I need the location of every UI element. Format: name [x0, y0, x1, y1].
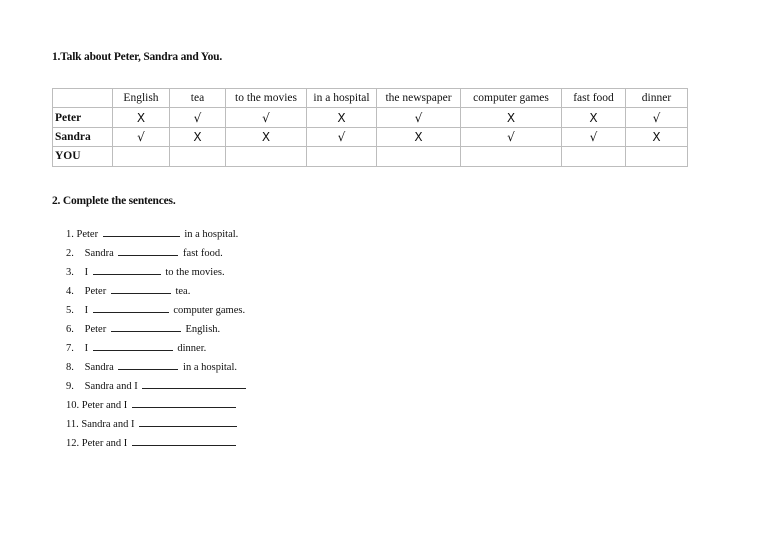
table-cell: √ [170, 108, 226, 127]
list-item [66, 264, 248, 283]
sentence-subject: I [84, 305, 89, 316]
row-name: YOU [53, 147, 113, 166]
answer-blank[interactable] [93, 340, 173, 351]
sentence-subject: Sandra [84, 362, 114, 373]
table-row [53, 127, 688, 146]
list-item [66, 340, 248, 359]
table-cell: √ [626, 108, 688, 127]
item-number: 8. [66, 362, 74, 373]
sentence-end: in a hospital. [183, 362, 237, 373]
table-cell: √ [226, 108, 307, 127]
table-cell-empty[interactable] [461, 147, 562, 166]
sentence-end: fast food. [183, 248, 223, 259]
answer-blank[interactable] [111, 283, 171, 294]
table-cell: √ [113, 127, 170, 146]
answer-blank[interactable] [93, 302, 169, 313]
column-header: English [113, 89, 170, 108]
column-header: fast food [562, 89, 626, 108]
answer-blank[interactable] [93, 264, 161, 275]
item-number: 1. [66, 229, 74, 240]
table-row [53, 108, 688, 127]
sentence-subject: Peter [76, 229, 99, 240]
item-number: 4. [66, 286, 74, 297]
item-number: 9. [66, 381, 74, 392]
table-cell: X [562, 108, 626, 127]
table-cell: √ [461, 127, 562, 146]
sentence-subject: Sandra and I [84, 381, 138, 392]
table-cell: X [170, 127, 226, 146]
list-item [66, 378, 248, 397]
list-item [66, 321, 248, 340]
table-cell: √ [377, 108, 461, 127]
sentence-end: English. [185, 324, 221, 335]
sentence-subject: Peter and I [81, 438, 128, 449]
column-header: dinner [626, 89, 688, 108]
list-item [66, 302, 248, 321]
column-header: the newspaper [377, 89, 461, 108]
table-cell: X [307, 108, 377, 127]
sentence-subject: Peter [84, 286, 107, 297]
list-item [66, 245, 248, 264]
item-number: 6. [66, 324, 74, 335]
list-item [66, 283, 248, 302]
item-number: 3. [66, 267, 74, 278]
table-cell-empty[interactable] [562, 147, 626, 166]
sentence-subject: Peter and I [81, 400, 128, 411]
table-cell-empty[interactable] [307, 147, 377, 166]
sentence-subject: I [84, 267, 89, 278]
table-cell: X [113, 108, 170, 127]
column-header [53, 89, 113, 108]
answer-blank[interactable] [103, 226, 180, 237]
section2-title: 2. Complete the sentences. [52, 195, 176, 207]
item-number: 10. [66, 400, 80, 411]
answer-blank[interactable] [132, 397, 236, 408]
item-number: 5. [66, 305, 74, 316]
table-cell-empty[interactable] [626, 147, 688, 166]
item-number: 11. [66, 419, 79, 430]
activity-table [52, 88, 688, 167]
sentence-subject: Peter [84, 324, 107, 335]
table-cell: X [461, 108, 562, 127]
answer-blank[interactable] [132, 435, 236, 446]
table-cell-empty[interactable] [226, 147, 307, 166]
row-name: Sandra [53, 127, 113, 146]
table-header-row [53, 89, 688, 108]
table-cell-empty[interactable] [170, 147, 226, 166]
table-cell: √ [562, 127, 626, 146]
column-header: in a hospital [307, 89, 377, 108]
answer-blank[interactable] [111, 321, 181, 332]
list-item [66, 359, 248, 378]
sentence-list [66, 226, 248, 454]
sentence-end: tea. [175, 286, 191, 297]
section1-title: 1.Talk about Peter, Sandra and You. [52, 51, 223, 63]
table-cell: X [626, 127, 688, 146]
sentence-end: dinner. [177, 343, 207, 354]
item-number: 7. [66, 343, 74, 354]
answer-blank[interactable] [118, 245, 178, 256]
table-cell-empty[interactable] [113, 147, 170, 166]
column-header: computer games [461, 89, 562, 108]
sentence-end: in a hospital. [184, 229, 239, 240]
item-number: 2. [66, 248, 74, 259]
table-cell: X [226, 127, 307, 146]
list-item [66, 397, 248, 416]
sentence-subject: Sandra and I [81, 419, 135, 430]
list-item [66, 226, 248, 245]
sentence-subject: Sandra [84, 248, 114, 259]
sentence-end: to the movies. [165, 267, 225, 278]
table-cell-empty[interactable] [377, 147, 461, 166]
list-item [66, 416, 248, 435]
answer-blank[interactable] [139, 416, 237, 427]
sentence-end: computer games. [173, 305, 246, 316]
column-header: to the movies [226, 89, 307, 108]
item-number: 12. [66, 438, 80, 449]
row-name: Peter [53, 108, 113, 127]
sentence-subject: I [84, 343, 89, 354]
table-cell: √ [307, 127, 377, 146]
answer-blank[interactable] [118, 359, 178, 370]
table-row [53, 147, 688, 166]
answer-blank[interactable] [142, 378, 246, 389]
table-cell: X [377, 127, 461, 146]
list-item [66, 435, 248, 454]
column-header: tea [170, 89, 226, 108]
